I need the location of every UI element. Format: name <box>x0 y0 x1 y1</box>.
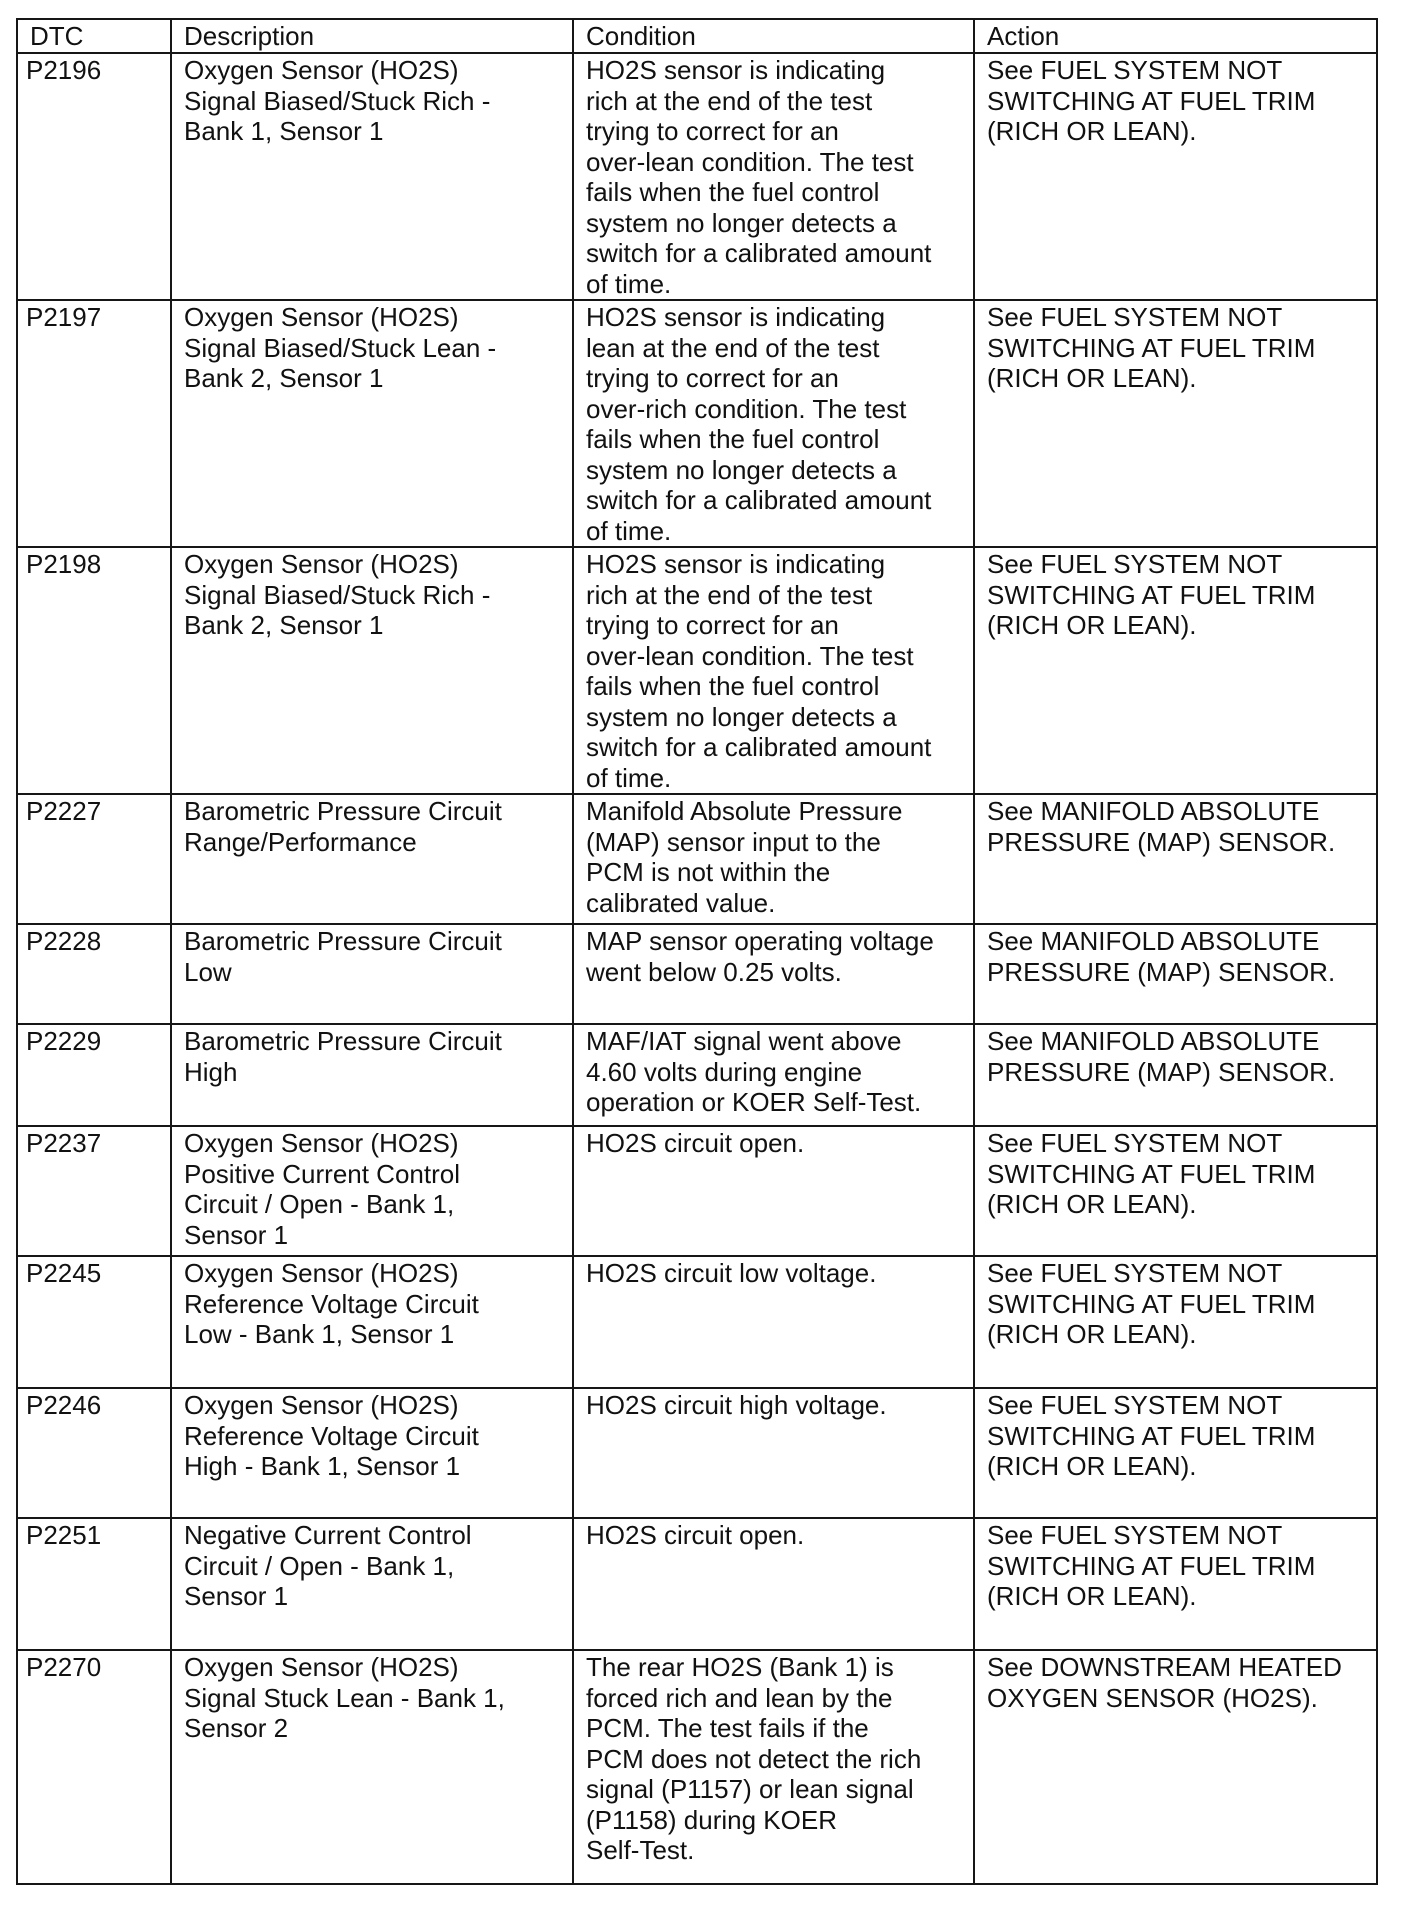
dtc-action: See FUEL SYSTEM NOT SWITCHING AT FUEL TRIM (RICH OR LEAN). <box>974 1388 1377 1518</box>
dtc-condition: MAP sensor operating voltage went below 0.25 volts. <box>573 924 974 1024</box>
dtc-code: P2196 <box>17 53 171 300</box>
dtc-condition: MAF/IAT signal went above 4.60 volts during engine operation or KOER Self-Test. <box>573 1024 974 1126</box>
dtc-description: Barometric Pressure Circuit Range/Performance <box>171 794 573 924</box>
table-row <box>17 1126 1377 1256</box>
dtc-code: P2246 <box>17 1388 171 1518</box>
dtc-description: Oxygen Sensor (HO2S) Signal Stuck Lean - Bank 1, Sensor 2 <box>171 1650 573 1884</box>
header-action: Action <box>974 19 1377 53</box>
dtc-action: See FUEL SYSTEM NOT SWITCHING AT FUEL TRIM (RICH OR LEAN). <box>974 300 1377 547</box>
dtc-condition: HO2S circuit low voltage. <box>573 1256 974 1388</box>
dtc-condition: HO2S sensor is indicating lean at the end of the test trying to correct for an over-rich condition. The test fails when the fuel control system no longer detects a switch for a calibrated amount of time. <box>573 300 974 547</box>
header-row <box>17 19 1377 53</box>
table-row <box>17 794 1377 924</box>
header-condition: Condition <box>573 19 974 53</box>
dtc-action: See FUEL SYSTEM NOT SWITCHING AT FUEL TRIM (RICH OR LEAN). <box>974 1256 1377 1388</box>
header-description: Description <box>171 19 573 53</box>
dtc-condition: Manifold Absolute Pressure (MAP) sensor input to the PCM is not within the calibrated value. <box>573 794 974 924</box>
table-row <box>17 53 1377 300</box>
dtc-description: Oxygen Sensor (HO2S) Reference Voltage Circuit Low - Bank 1, Sensor 1 <box>171 1256 573 1388</box>
header-dtc: DTC <box>17 19 171 53</box>
dtc-condition: HO2S circuit open. <box>573 1518 974 1650</box>
dtc-table <box>16 18 1378 1885</box>
table-row <box>17 1256 1377 1388</box>
table-body <box>17 53 1377 1884</box>
table-row <box>17 1650 1377 1884</box>
dtc-condition: The rear HO2S (Bank 1) is forced rich and lean by the PCM. The test fails if the PCM does not detect the rich signal (P1157) or lean signal (P1158) during KOER Self-Test. <box>573 1650 974 1884</box>
dtc-code: P2228 <box>17 924 171 1024</box>
dtc-action: See MANIFOLD ABSOLUTE PRESSURE (MAP) SENSOR. <box>974 924 1377 1024</box>
dtc-description: Oxygen Sensor (HO2S) Reference Voltage Circuit High - Bank 1, Sensor 1 <box>171 1388 573 1518</box>
dtc-condition: HO2S circuit open. <box>573 1126 974 1256</box>
dtc-code: P2245 <box>17 1256 171 1388</box>
dtc-action: See DOWNSTREAM HEATED OXYGEN SENSOR (HO2S). <box>974 1650 1377 1884</box>
dtc-action: See FUEL SYSTEM NOT SWITCHING AT FUEL TRIM (RICH OR LEAN). <box>974 1126 1377 1256</box>
dtc-action: See FUEL SYSTEM NOT SWITCHING AT FUEL TRIM (RICH OR LEAN). <box>974 547 1377 794</box>
dtc-condition: HO2S sensor is indicating rich at the end of the test trying to correct for an over-lean condition. The test fails when the fuel control system no longer detects a switch for a calibrated amount of time. <box>573 547 974 794</box>
dtc-description: Oxygen Sensor (HO2S) Signal Biased/Stuck Rich - Bank 2, Sensor 1 <box>171 547 573 794</box>
dtc-code: P2251 <box>17 1518 171 1650</box>
dtc-description: Oxygen Sensor (HO2S) Signal Biased/Stuck Rich - Bank 1, Sensor 1 <box>171 53 573 300</box>
dtc-code: P2197 <box>17 300 171 547</box>
dtc-action: See FUEL SYSTEM NOT SWITCHING AT FUEL TRIM (RICH OR LEAN). <box>974 1518 1377 1650</box>
dtc-description: Negative Current Control Circuit / Open - Bank 1, Sensor 1 <box>171 1518 573 1650</box>
dtc-code: P2229 <box>17 1024 171 1126</box>
table-row <box>17 300 1377 547</box>
table-row <box>17 547 1377 794</box>
dtc-description: Barometric Pressure Circuit Low <box>171 924 573 1024</box>
dtc-action: See MANIFOLD ABSOLUTE PRESSURE (MAP) SENSOR. <box>974 1024 1377 1126</box>
table-row <box>17 1518 1377 1650</box>
dtc-code: P2237 <box>17 1126 171 1256</box>
dtc-description: Oxygen Sensor (HO2S) Signal Biased/Stuck Lean - Bank 2, Sensor 1 <box>171 300 573 547</box>
dtc-description: Barometric Pressure Circuit High <box>171 1024 573 1126</box>
table-row <box>17 1024 1377 1126</box>
dtc-code: P2270 <box>17 1650 171 1884</box>
dtc-condition: HO2S circuit high voltage. <box>573 1388 974 1518</box>
dtc-action: See MANIFOLD ABSOLUTE PRESSURE (MAP) SENSOR. <box>974 794 1377 924</box>
table-header <box>17 19 1377 53</box>
dtc-action: See FUEL SYSTEM NOT SWITCHING AT FUEL TRIM (RICH OR LEAN). <box>974 53 1377 300</box>
dtc-code: P2198 <box>17 547 171 794</box>
dtc-description: Oxygen Sensor (HO2S) Positive Current Control Circuit / Open - Bank 1, Sensor 1 <box>171 1126 573 1256</box>
dtc-condition: HO2S sensor is indicating rich at the end of the test trying to correct for an over-lean condition. The test fails when the fuel control system no longer detects a switch for a calibrated amount of time. <box>573 53 974 300</box>
table-row <box>17 1388 1377 1518</box>
dtc-code: P2227 <box>17 794 171 924</box>
table-row <box>17 924 1377 1024</box>
